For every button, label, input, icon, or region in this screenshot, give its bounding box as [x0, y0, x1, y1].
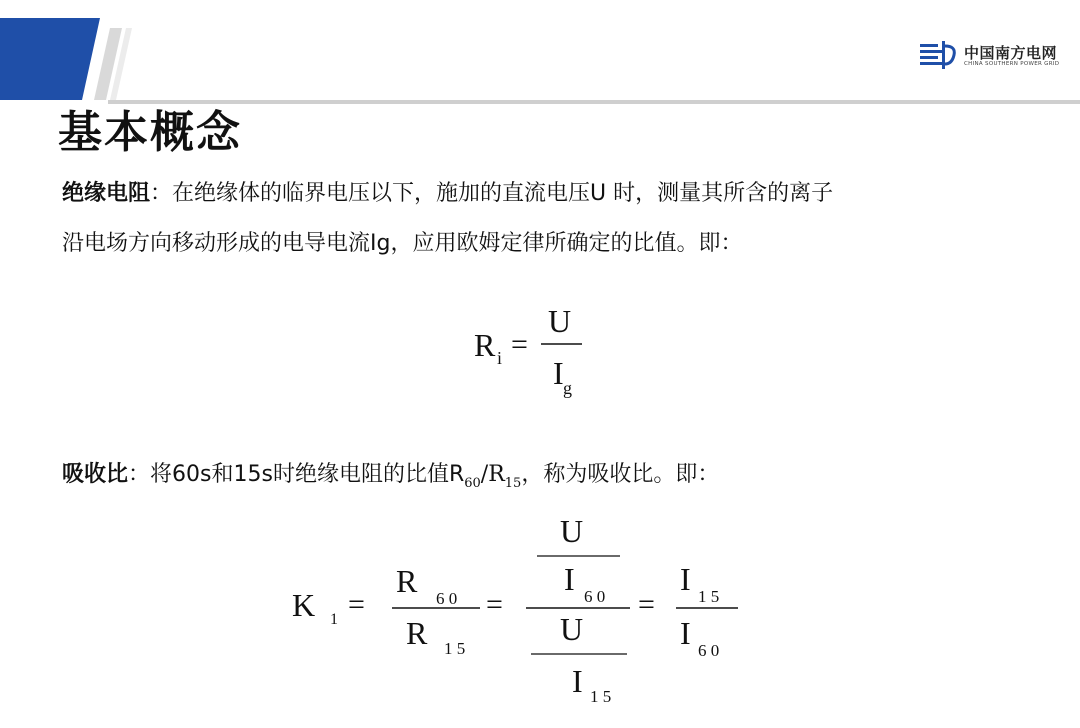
formula2-r-denominator: R	[406, 615, 428, 651]
page-title: 基本概念	[58, 107, 242, 158]
company-logo	[918, 38, 1078, 74]
absorption-slash-r: /R	[480, 462, 505, 487]
formula2-u-bottom: U	[560, 611, 584, 647]
formula2-r-sub-15: 1 5	[444, 639, 466, 658]
insulation-resistance-line-2: 沿电场方向移动形成的电导电流Ig，应用欧姆定律所确定的比值。即：	[62, 231, 743, 256]
formula2-k: K	[292, 587, 316, 623]
formula1-r: R	[474, 327, 496, 363]
formula2-equals-1: =	[348, 588, 365, 621]
formula2-result-i-numerator: I	[680, 561, 691, 597]
formula1-denominator-sub: g	[563, 378, 572, 398]
formula1-equals: =	[511, 328, 528, 361]
formula2-i-bottom: I	[572, 663, 583, 699]
insulation-resistance-line-1	[62, 176, 833, 207]
formula2-i-top: I	[564, 561, 575, 597]
logo-text-cn: 中国南方电网	[964, 44, 1058, 62]
formula2-r-sub-60: 6 0	[436, 589, 458, 608]
formula2-u-top: U	[560, 513, 584, 549]
formula1-numerator: U	[548, 303, 572, 339]
header-rule	[108, 100, 1080, 104]
absorption-ratio-term: 吸收比	[62, 462, 129, 487]
formula1-r-sub: i	[497, 348, 503, 368]
absorption-sub-60: 60	[464, 476, 481, 491]
formula2-equals-2: =	[486, 588, 503, 621]
formula2-result-sub-15: 1 5	[698, 587, 720, 606]
absorption-ratio-text-after: ，称为吸收比。即：	[521, 462, 720, 487]
logo-text-en: CHINA SOUTHERN POWER GRID	[964, 61, 1060, 67]
formula2-result-i-denominator: I	[680, 615, 691, 651]
term-colon: ：	[150, 181, 173, 206]
insulation-resistance-term: 绝缘电阻	[62, 181, 151, 206]
formula2-equals-3: =	[638, 588, 655, 621]
absorption-sub-15: 15	[504, 476, 522, 491]
insulation-resistance-text-1: 在绝缘体的临界电压以下，施加的直流电压U 时，测量其所含的离子	[172, 181, 834, 206]
formula2-result-sub-60: 6 0	[698, 641, 720, 660]
power-grid-logo-icon	[918, 40, 958, 70]
formula2-i-sub-15: 1 5	[590, 687, 612, 706]
formula2-k-sub: 1	[330, 611, 338, 628]
absorption-ratio-line	[62, 457, 720, 491]
formula-insulation-resistance	[474, 303, 582, 398]
header-blue-bar	[0, 18, 100, 100]
formula1-denominator: I	[553, 355, 564, 391]
formula2-i-sub-60: 6 0	[584, 587, 606, 606]
formula-absorption-ratio	[292, 513, 738, 706]
term-colon: ：	[128, 462, 151, 487]
absorption-ratio-text-before: 将60s和15s时绝缘电阻的比值R	[150, 462, 465, 487]
formula2-r-numerator: R	[396, 563, 418, 599]
